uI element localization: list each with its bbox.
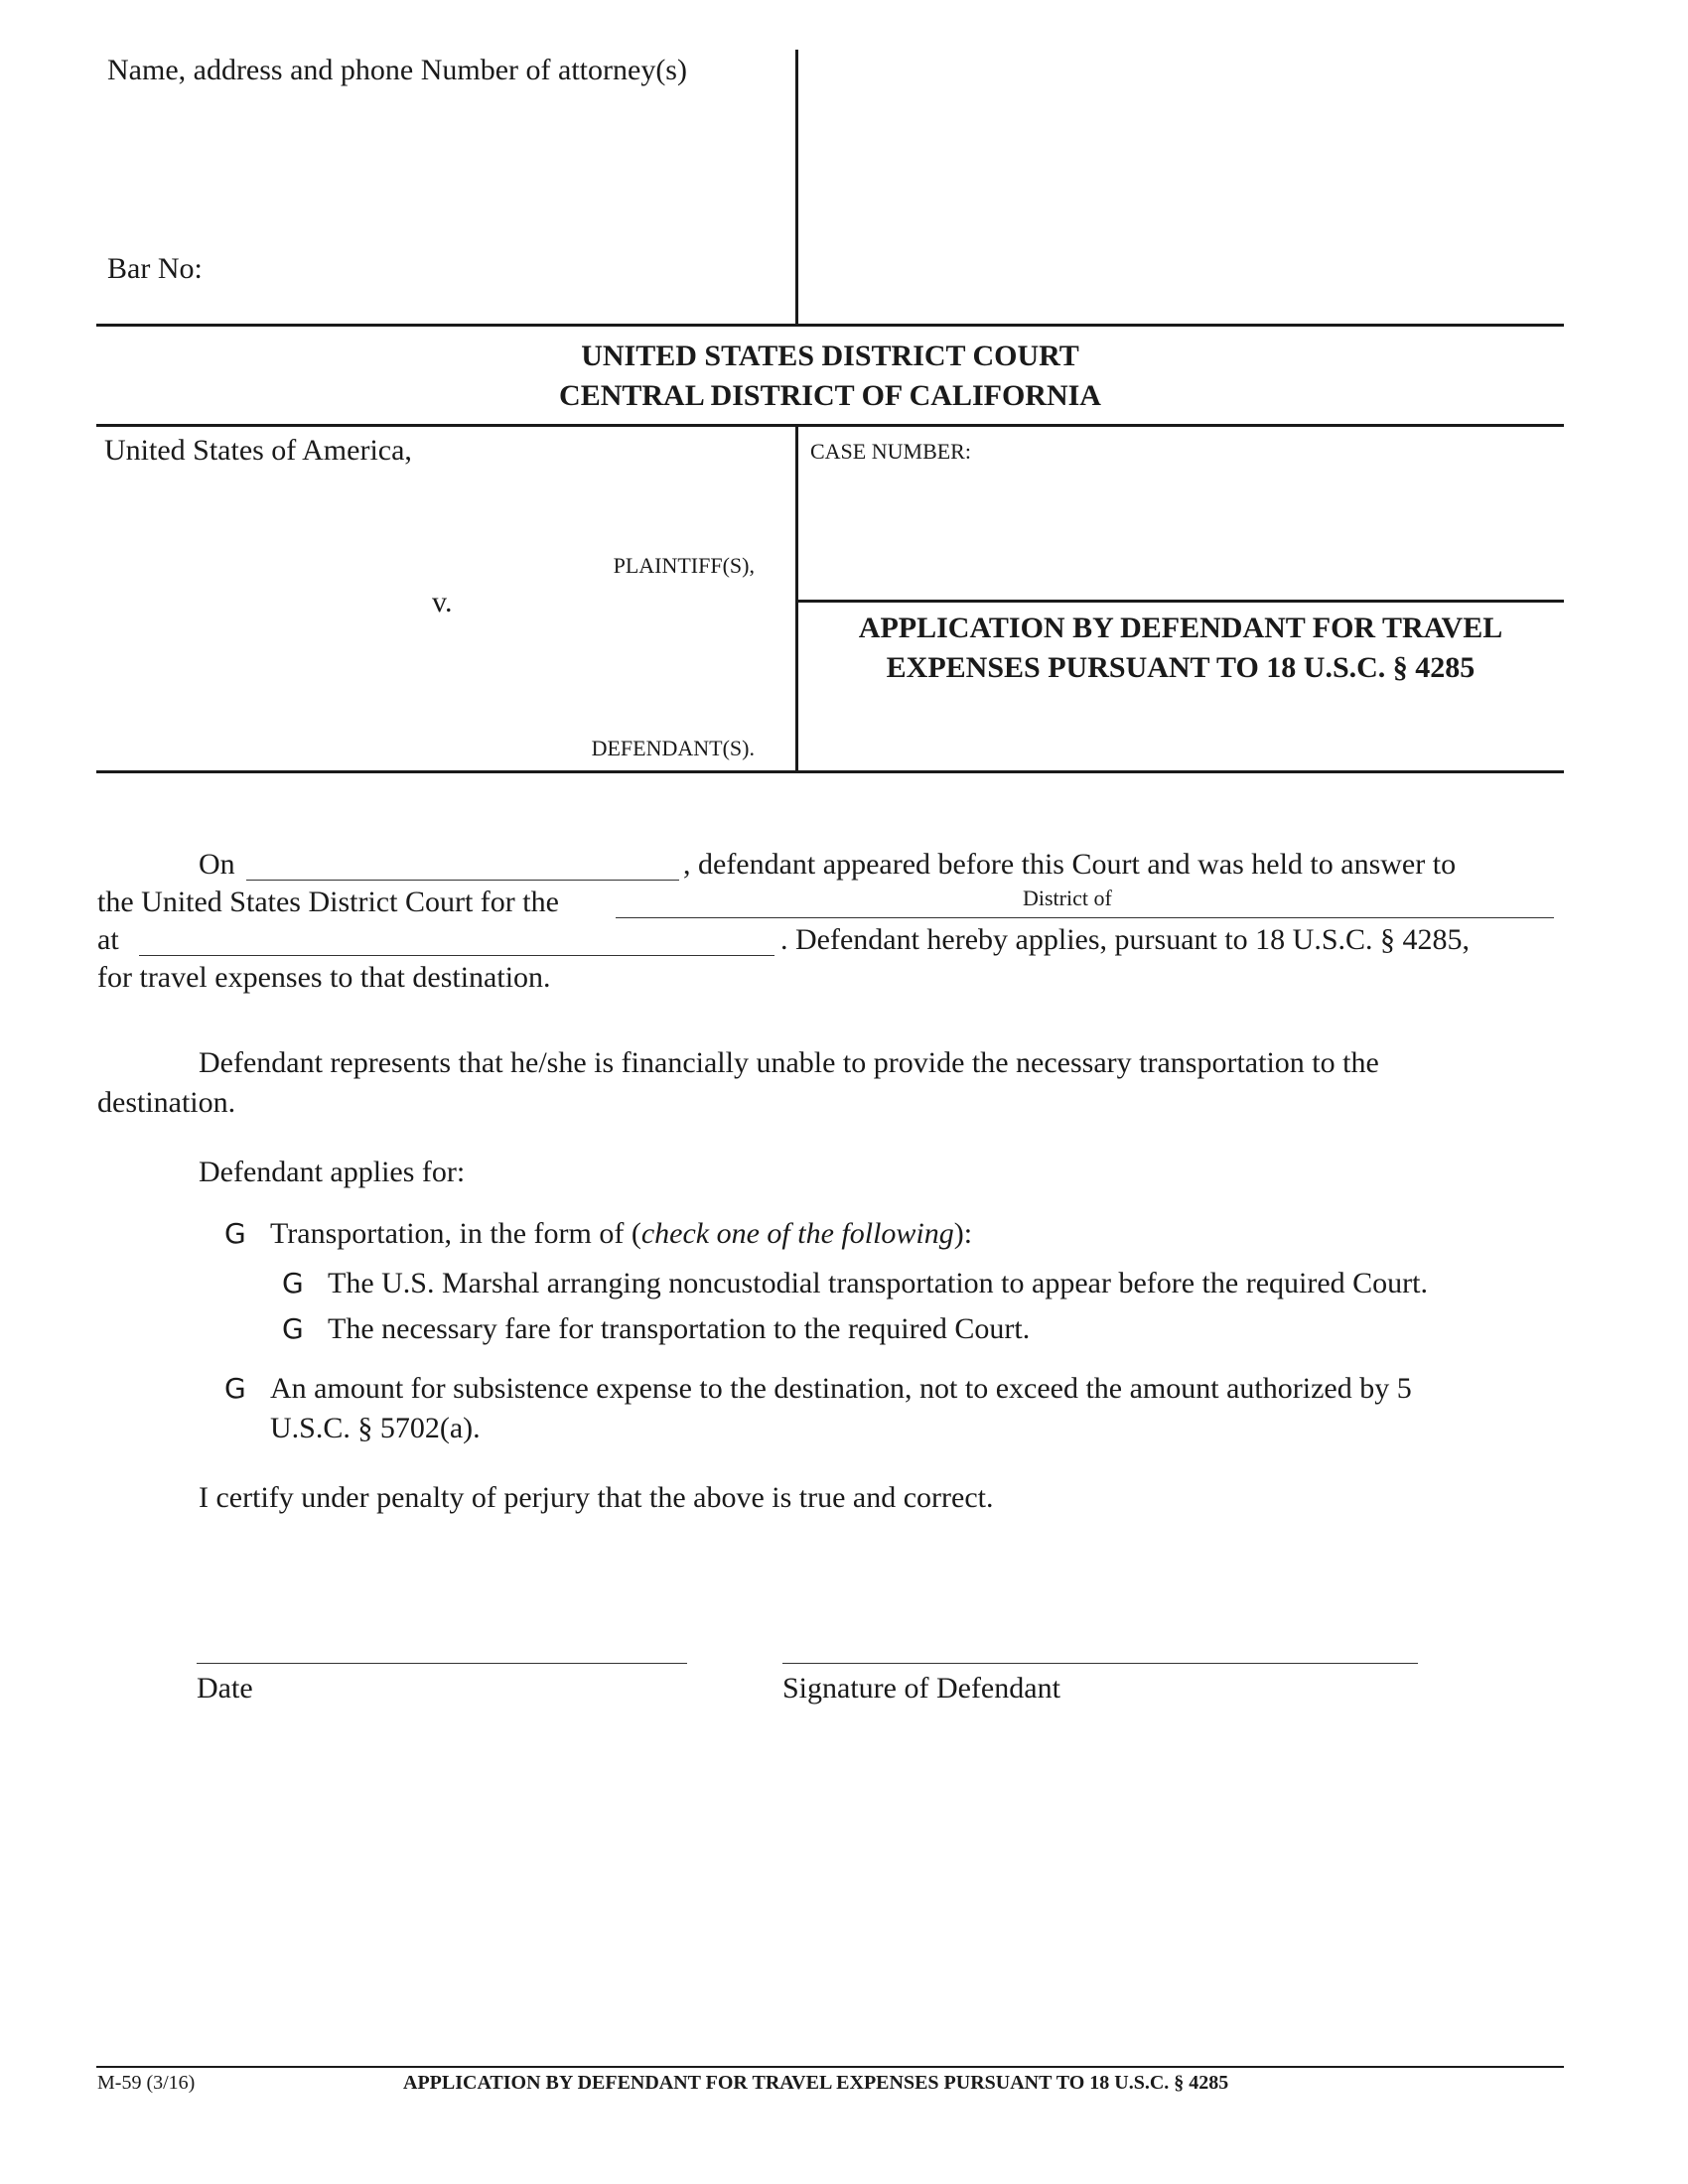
represents-line1: Defendant represents that he/she is financially unable to provide the necessary transportation to the [199, 1046, 1379, 1079]
defendant-label: DEFENDANT(S). [591, 736, 755, 760]
travel-text: for travel expenses to that destination. [97, 961, 551, 994]
footer-title: APPLICATION BY DEFENDANT FOR TRAVEL EXPENSES PURSUANT TO 18 U.S.C. § 4285 [403, 2072, 1229, 2094]
attorney-label: Name, address and phone Number of attorney(s) [107, 54, 687, 86]
appeared-text: , defendant appeared before this Court and was held to answer to [683, 848, 1457, 881]
signature-label: Signature of Defendant [782, 1672, 1060, 1705]
header-rule-top [96, 324, 1564, 327]
signature-field[interactable] [782, 1663, 1418, 1664]
attorney-input-area[interactable] [798, 50, 1563, 318]
fare-checkbox[interactable]: G [282, 1312, 304, 1345]
date-label: Date [197, 1672, 253, 1705]
district-field[interactable] [616, 917, 1554, 918]
case-number-input[interactable] [800, 472, 1560, 596]
court-district: CENTRAL DISTRICT OF CALIFORNIA [559, 379, 1101, 412]
case-number-rule [797, 600, 1564, 603]
plaintiff-label: PLAINTIFF(S), [613, 553, 755, 578]
subsistence-checkbox[interactable]: G [224, 1372, 246, 1405]
certification-text: I certify under penalty of perjury that the above is true and correct. [199, 1481, 994, 1514]
court-for-text: the United States District Court for the [97, 886, 559, 918]
attorney-divider [795, 50, 798, 324]
transport-option-label: Transportation, in the form of (check one of the following): [270, 1217, 973, 1250]
form-id: M-59 (3/16) [97, 2072, 196, 2094]
transport-option-instruction: check one of the following [640, 1217, 954, 1250]
marshal-option-label: The U.S. Marshal arranging noncustodial transportation to appear before the required Court. [328, 1267, 1428, 1299]
appearance-date-field[interactable] [246, 880, 679, 881]
fare-option-label: The necessary fare for transportation to the required Court. [328, 1312, 1031, 1345]
marshal-checkbox[interactable]: G [282, 1267, 304, 1299]
transport-checkbox[interactable]: G [224, 1217, 246, 1250]
form-title-line2: EXPENSES PURSUANT TO 18 U.S.C. § 4285 [886, 651, 1476, 684]
plaintiff-name: United States of America, [104, 434, 412, 467]
form-title-line1: APPLICATION BY DEFENDANT FOR TRAVEL [858, 612, 1503, 644]
district-of-label: District of [1023, 886, 1112, 910]
date-field[interactable] [197, 1663, 687, 1664]
footer-rule [96, 2066, 1564, 2068]
header-rule-bottom [96, 424, 1564, 427]
represents-line2: destination. [97, 1086, 236, 1119]
subsistence-option-line2: U.S.C. § 5702(a). [270, 1412, 481, 1444]
location-field[interactable] [139, 955, 774, 956]
caption-rule-bottom [96, 770, 1564, 773]
case-number-label: CASE NUMBER: [810, 439, 971, 464]
on-label: On [199, 848, 235, 881]
applies-text: . Defendant hereby applies, pursuant to 18 U.S.C. § 4285, [780, 923, 1471, 956]
caption-divider [795, 425, 798, 772]
versus-label: v. [432, 586, 453, 618]
at-label: at [97, 923, 119, 956]
applies-for-label: Defendant applies for: [199, 1156, 466, 1188]
subsistence-option-line1: An amount for subsistence expense to the destination, not to exceed the amount authorized by 5 [270, 1372, 1412, 1405]
court-name: UNITED STATES DISTRICT COURT [581, 340, 1079, 372]
bar-number-label: Bar No: [107, 252, 203, 285]
